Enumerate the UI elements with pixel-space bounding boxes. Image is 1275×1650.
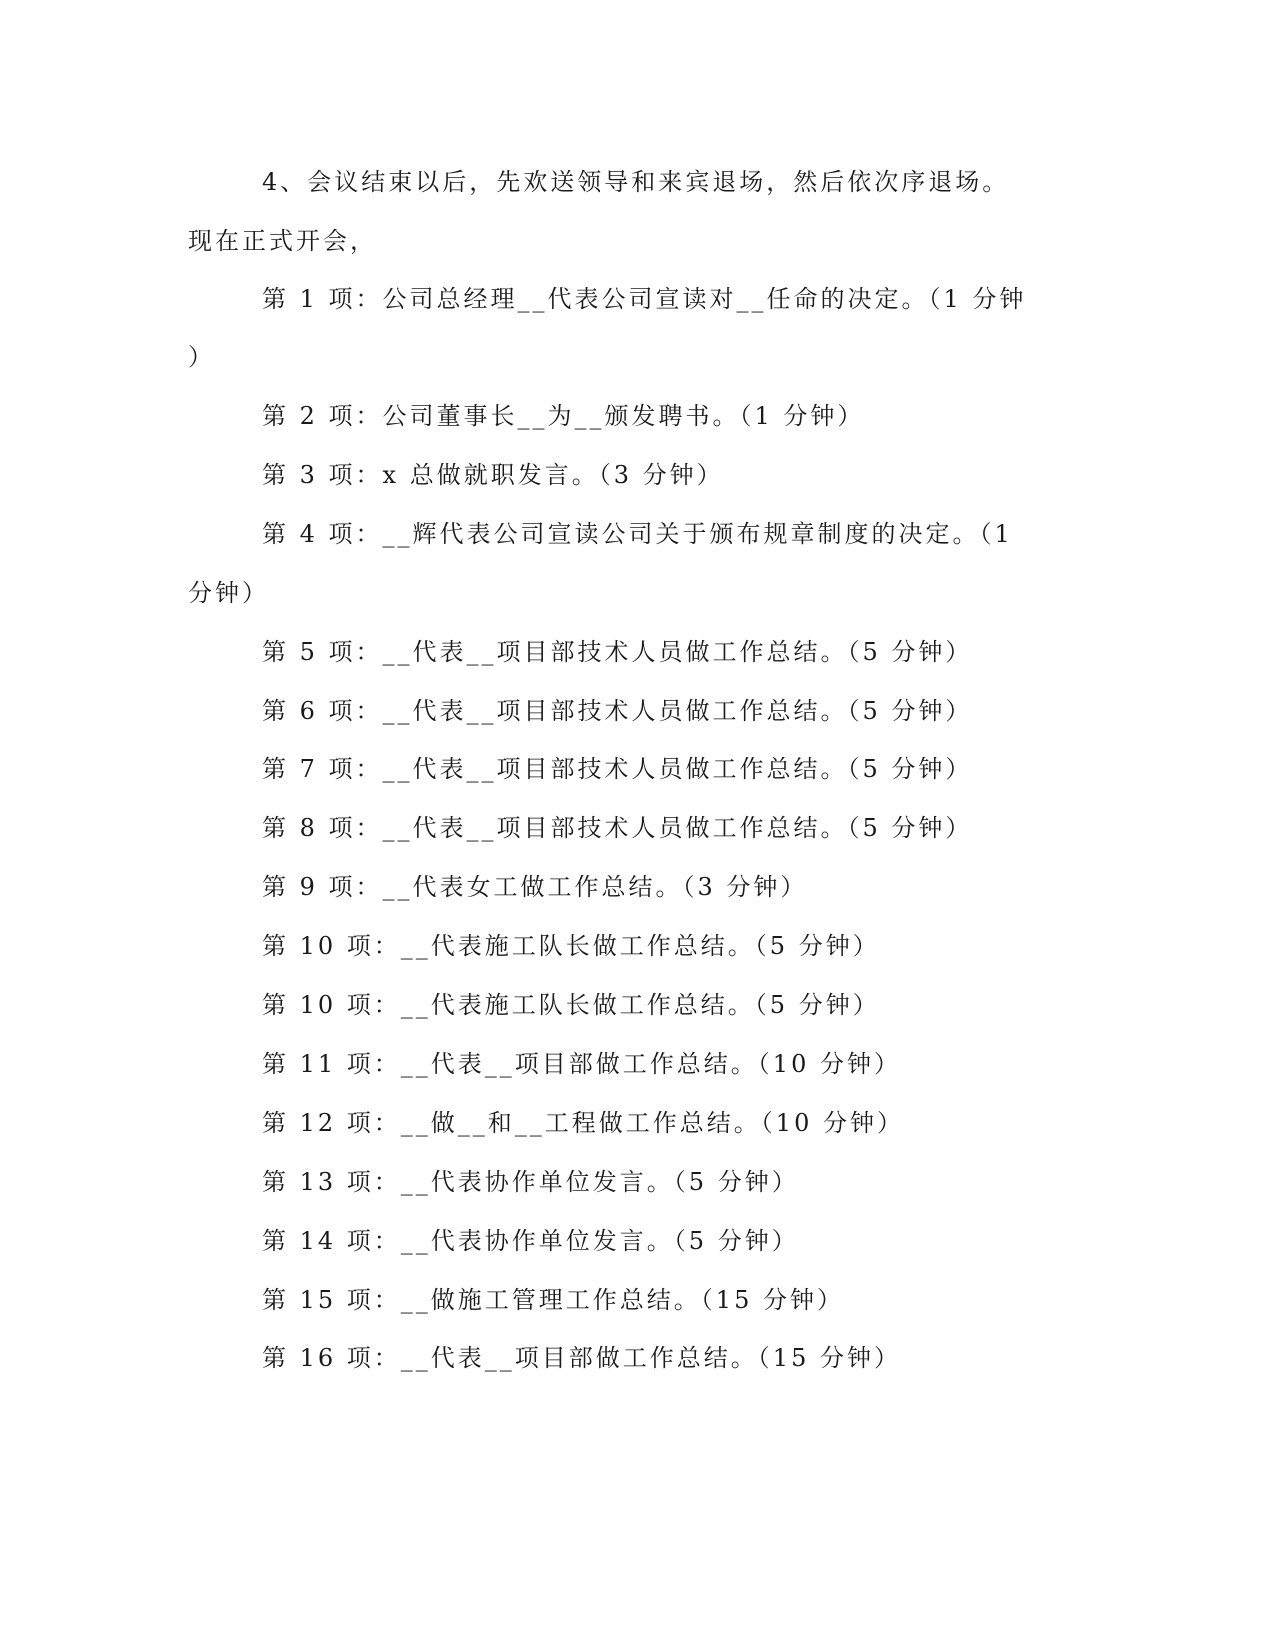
agenda-item-2: 第 2 项：公司董事长__为__颁发聘书。（1 分钟） xyxy=(262,402,865,430)
agenda-item-3: 第 3 项：x 总做就职发言。（3 分钟） xyxy=(262,461,724,489)
agenda-item-11: 第 11 项：__代表__项目部做工作总结。（10 分钟） xyxy=(262,1050,901,1078)
agenda-item-9: 第 9 项：__代表女工做工作总结。（3 分钟） xyxy=(262,873,808,901)
agenda-item-10: 第 10 项：__代表施工队长做工作总结。（5 分钟） xyxy=(262,932,880,960)
agenda-item-6: 第 6 项：__代表__项目部技术人员做工作总结。（5 分钟） xyxy=(262,697,973,725)
agenda-item-4: 第 4 项：__辉代表公司宣读公司关于颁布规章制度的决定。（1 xyxy=(262,520,1013,548)
agenda-item-8: 第 8 项：__代表__项目部技术人员做工作总结。（5 分钟） xyxy=(262,814,973,842)
agenda-item-5: 第 5 项：__代表__项目部技术人员做工作总结。（5 分钟） xyxy=(262,638,973,666)
agenda-item-13: 第 13 项：__代表协作单位发言。（5 分钟） xyxy=(262,1168,799,1196)
agenda-item-1: 第 1 项：公司总经理__代表公司宣读对__任命的决定。（1 分钟 xyxy=(262,285,1027,313)
paragraph-line: 4、会议结束以后，先欢送领导和来宾退场，然后依次序退场。 xyxy=(262,168,1010,196)
agenda-item-16: 第 16 项：__代表__项目部做工作总结。（15 分钟） xyxy=(262,1344,901,1372)
paragraph-line: 现在正式开会， xyxy=(188,227,377,255)
agenda-item-4-continuation: 分钟） xyxy=(188,579,269,607)
agenda-item-10-duplicate: 第 10 项：__代表施工队长做工作总结。（5 分钟） xyxy=(262,991,880,1019)
agenda-item-15: 第 15 项：__做施工管理工作总结。（15 分钟） xyxy=(262,1286,844,1314)
agenda-item-12: 第 12 项：__做__和__工程做工作总结。（10 分钟） xyxy=(262,1109,904,1137)
agenda-item-14: 第 14 项：__代表协作单位发言。（5 分钟） xyxy=(262,1227,799,1255)
agenda-item-7: 第 7 项：__代表__项目部技术人员做工作总结。（5 分钟） xyxy=(262,755,973,783)
agenda-item-1-continuation: ） xyxy=(188,343,215,371)
